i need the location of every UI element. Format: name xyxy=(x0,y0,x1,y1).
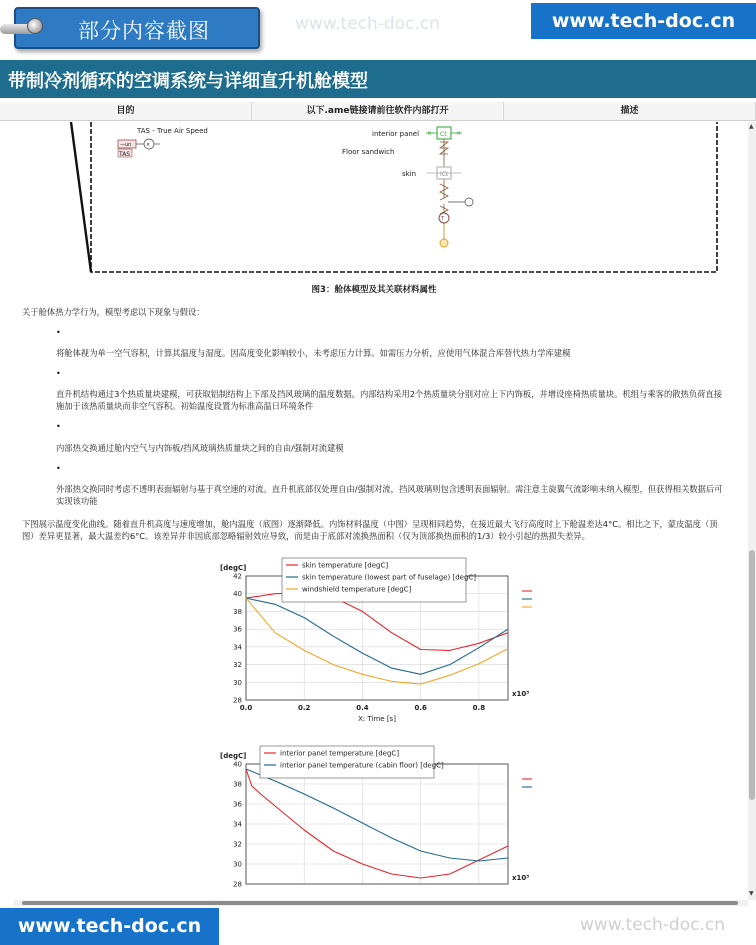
skin-label: skin xyxy=(402,170,417,178)
skin-temperature-chart[interactable] xyxy=(212,552,542,742)
cabin-model-diagram xyxy=(0,122,748,277)
list-bullet: • xyxy=(56,464,61,473)
svg-text:×: × xyxy=(427,130,433,137)
column-header-link[interactable]: 以下.ame链接请前往软件内部打开 xyxy=(252,102,504,120)
list-bullet: • xyxy=(56,369,61,378)
pin-head-icon xyxy=(27,18,43,34)
x-multiplier-label: x10³ xyxy=(512,690,530,698)
section-badge-label: 部分内容截图 xyxy=(78,19,210,43)
y-tick-label: 30 xyxy=(233,860,242,869)
legend-entry: interior panel temperature (cabin floor) [degC] xyxy=(280,761,444,770)
y-tick-label: 28 xyxy=(233,880,242,889)
floor-sandwich-label: Floor sandwich xyxy=(342,148,395,156)
document-title-bar xyxy=(0,60,756,98)
document-content[interactable] xyxy=(0,122,748,900)
ambient-source-icon[interactable] xyxy=(440,239,448,247)
y-tick-label: 34 xyxy=(233,643,242,652)
watermark-bottom: www.tech-doc.cn xyxy=(580,915,725,935)
list-bullet: • xyxy=(56,422,61,431)
y-axis-label: [degC] xyxy=(220,752,247,760)
list-item: 内部热交换通过舱内空气与内饰板/挡风玻璃热质量块之间的自由/强制对流建模 xyxy=(56,443,344,453)
x-tick-label: 0.6 xyxy=(414,704,427,712)
series-line xyxy=(246,598,508,684)
legend-entry: skin temperature [degC] xyxy=(302,561,389,570)
x-tick-label: 0.8 xyxy=(472,704,486,712)
interior-panel-label: interior panel xyxy=(372,130,420,138)
horizontal-scrollbar[interactable] xyxy=(14,900,748,906)
site-link-top[interactable]: www.tech-doc.cn xyxy=(531,3,756,39)
document-title: 带制冷剂循环的空调系统与详细直升机舱模型 xyxy=(8,71,368,92)
figure-caption: 图3：舱体模型及其关联材料属性 xyxy=(311,285,437,295)
svg-text:×: × xyxy=(146,142,151,148)
legend-entry: interior panel temperature [degC] xyxy=(280,749,400,758)
vertical-scroll-thumb[interactable] xyxy=(749,550,755,800)
diagram-frame xyxy=(91,122,717,272)
y-tick-label: 40 xyxy=(233,590,242,599)
y-tick-label: 36 xyxy=(233,625,242,634)
vertical-scrollbar[interactable] xyxy=(748,122,756,900)
svg-text:T: T xyxy=(441,216,445,222)
y-tick-label: 38 xyxy=(233,607,242,616)
legend-entry: skin temperature (lowest part of fuselage) [degC] xyxy=(302,573,477,582)
tas-label: TAS - True Air Speed xyxy=(137,127,208,135)
summary-paragraph: 下图展示温度变化曲线。随着直升机高度与速度增加，舱内温度（底图）逐渐降低。内饰材料温度（中图）呈现相同趋势，在接近最大飞行高度时上下舱温差达4°C。相比之下，蒙皮温度（顶图）差异更显著，最大温差约6°C。该差异并非因底部忽略辐射效应导致，而是由于底部对流换热面积（仅为顶部换热面积的1/3）较小引起的热损失差异。 xyxy=(22,519,718,541)
y-tick-label: 40 xyxy=(233,760,242,769)
x-tick-label: 0.0 xyxy=(239,704,253,712)
y-tick-label: 38 xyxy=(233,780,242,789)
y-tick-label: 28 xyxy=(233,696,242,705)
column-header-purpose[interactable]: 目的 xyxy=(0,102,252,120)
column-header-description[interactable]: 描述 xyxy=(504,102,756,120)
skin-sensor-icon[interactable] xyxy=(465,198,473,206)
tas-block-label: TAS xyxy=(119,151,131,158)
scroll-up-icon[interactable]: ▲ xyxy=(749,123,754,130)
x-tick-label: 0.2 xyxy=(298,704,311,712)
diagram-diagonal-line xyxy=(71,122,91,272)
y-tick-label: 34 xyxy=(233,820,242,829)
svg-text:×: × xyxy=(456,130,462,137)
y-axis-label: [degC] xyxy=(220,564,247,572)
y-tick-label: 42 xyxy=(233,572,242,581)
svg-text:Ct: Ct xyxy=(440,131,447,138)
list-item: 将舱体视为单一空气容积，计算其温度与湿度。因高度变化影响较小，未考虑压力计算。如需压力分析，应使用气体混合库替代热力学库建模 xyxy=(56,348,571,358)
watermark-top: www.tech-doc.cn xyxy=(295,14,440,34)
list-item: 外部热交换同时考虑不透明表面辐射与基于真空速的对流。直升机底部仅处理自由/强制对流，挡风玻璃则包含透明表面辐射。需注意主旋翼气流影响未纳入模型，但获得相关数据后可实现该功能 xyxy=(56,484,723,506)
horizontal-scroll-thumb[interactable] xyxy=(22,901,738,905)
svg-text:—un: —un xyxy=(120,142,132,148)
scroll-down-icon[interactable]: ▼ xyxy=(749,890,754,897)
list-item: 直升机结构通过3个热质量块建模，可获取铝制结构上下部及挡风玻璃的温度数据。内部结构采用2个热质量块分别对应上下内饰板，并增设座椅热质量块。机组与乘客的散热负荷直接施加于该热质量块而非空气容积。初始温度设置为标准高温日环境条件 xyxy=(56,389,723,411)
svg-text:ICt: ICt xyxy=(440,171,449,178)
section-badge xyxy=(14,7,260,49)
x-tick-label: 0.4 xyxy=(356,704,369,712)
y-tick-label: 32 xyxy=(233,840,242,849)
interior-panel-temperature-chart[interactable] xyxy=(212,742,542,900)
table-header xyxy=(0,102,756,121)
list-bullet: • xyxy=(56,328,61,337)
y-tick-label: 30 xyxy=(233,678,242,687)
legend-entry: windshield temperature [degC] xyxy=(302,585,412,594)
y-tick-label: 32 xyxy=(233,661,242,670)
intro-paragraph: 关于舱体热力学行为，模型考虑以下现象与假设： xyxy=(22,307,205,317)
x-multiplier-label: x10³ xyxy=(512,874,530,882)
x-axis-label: X: Time [s] xyxy=(358,715,396,723)
series-line xyxy=(246,598,508,674)
site-link-bottom[interactable]: www.tech-doc.cn xyxy=(0,908,219,945)
y-tick-label: 36 xyxy=(233,800,242,809)
